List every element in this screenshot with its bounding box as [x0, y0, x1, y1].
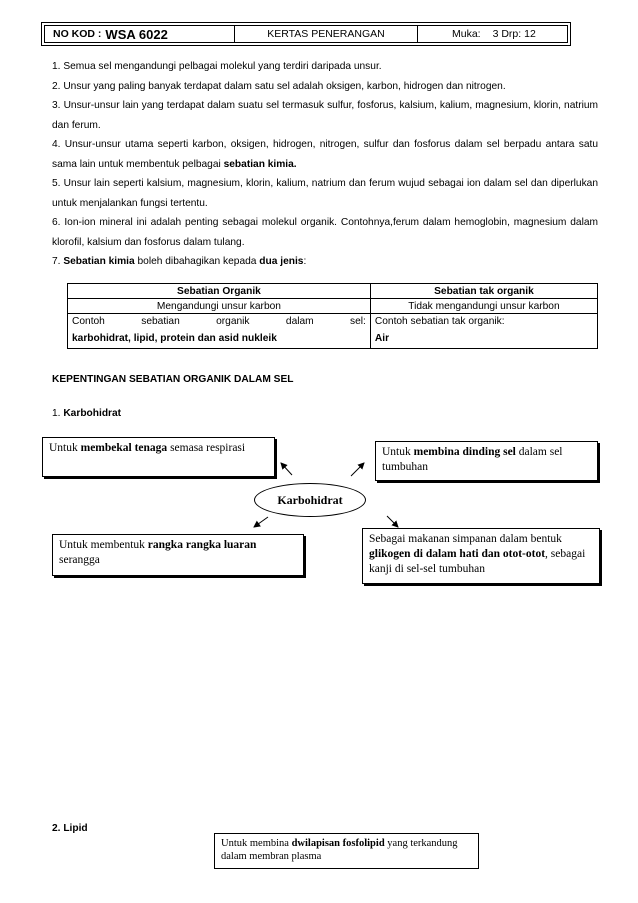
table-cell: Air [370, 328, 597, 349]
point-7-end: : [303, 256, 307, 267]
table-cell: Contoh sebatian tak organik: [370, 314, 597, 329]
page-value: 3 Drp: 12 [492, 28, 536, 40]
arrow-to-cellwall [351, 463, 364, 476]
karbohidrat-heading-num: 1. [52, 408, 64, 419]
box-text: Untuk membina [221, 838, 292, 849]
code-value: WSA 6022 [105, 26, 168, 42]
point-6: 6. Ion-ion mineral ini adalah penting sebagai molekul organik. Contohnya,ferum dalam hemoglobin, magnesium dalam klorofil, kalsium dan fosforus dalam tulang. [52, 217, 598, 248]
box-text: yang terkandung dalam membran plasma [221, 838, 458, 862]
box-text: serangga [59, 554, 100, 566]
point-1: 1. Semua sel mengandungi pelbagai molekul yang terdiri daripada unsur. [52, 61, 382, 72]
table-header-organic: Sebatian Organik [68, 284, 371, 299]
box-text: , sebagai kanji di sel-sel tumbuhan [369, 548, 586, 575]
box-text: Untuk [382, 446, 414, 458]
point-3: 3. Unsur-unsur lain yang terdapat dalam suatu sel termasuk sulfur, fosforus, kalsium, kalium, magnesium, klorin, natrium dan ferum. [52, 100, 598, 131]
karbohidrat-heading-text: Karbohidrat [63, 408, 122, 419]
box-text: dalam sel tumbuhan [382, 446, 563, 473]
table-header-inorganic: Sebatian tak organik [370, 284, 597, 299]
table-cell: karbohidrat, lipid, protein dan asid nukleik [68, 328, 371, 349]
page-label: Muka: [452, 28, 481, 40]
point-7-num: 7. [52, 256, 64, 267]
point-5: 5. Unsur lain seperti kalsium, magnesium, klorin, kalium, natrium dan ferum wujud sebagai ion dalam sel dan diperlukan untuk menjalankan fungsi tertentu. [52, 178, 598, 209]
box-text: Untuk membentuk [59, 539, 148, 551]
box-bold: dwilapisan fosfolipid [291, 838, 385, 849]
point-7-bold-a: Sebatian kimia [63, 256, 135, 267]
table-cell: Tidak mengandungi unsur karbon [370, 299, 597, 314]
box-bold: membekal tenaga [80, 442, 168, 454]
box-bold: rangka rangka luaran [147, 539, 257, 551]
table-cell: Mengandungi unsur karbon [68, 299, 371, 314]
table-cell: Contoh sebatian organik dalam sel: [68, 314, 371, 329]
lipid-heading: 2. Lipid [52, 823, 88, 834]
arrow-to-exoskeleton [254, 517, 268, 527]
arrow-to-storage [387, 516, 398, 527]
code-label: NO KOD : [53, 28, 102, 40]
point-2: 2. Unsur yang paling banyak terdapat dalam satu sel adalah oksigen, karbon, hidrogen dan nitrogen. [52, 80, 506, 92]
box-text: Sebagai makanan simpanan dalam bentuk [369, 533, 562, 545]
lipid-bilayer-box [214, 833, 479, 869]
point-4-text: 4. Unsur-unsur utama seperti karbon, oksigen, hidrogen, nitrogen, sulfur dan fosforus dalam sel berpadu antara satu sama lain untuk membentuk pelbagai [52, 139, 598, 170]
box-text: Untuk [49, 442, 81, 454]
arrow-to-energy [281, 463, 292, 475]
section-title: KEPENTINGAN SEBATIAN ORGANIK DALAM SEL [52, 374, 294, 385]
box-text: semasa respirasi [167, 442, 246, 454]
point-7-text: boleh dibahagikan kepada [134, 256, 260, 267]
box-bold: glikogen di dalam hati dan otot-otot [369, 548, 546, 560]
box-bold: membina dinding sel [413, 446, 516, 458]
document-title: KERTAS PENERANGAN [235, 26, 418, 42]
karbohidrat-center-node: Karbohidrat [254, 483, 366, 517]
point-4-bold: sebatian kimia. [223, 158, 297, 170]
point-7-bold-b: dua jenis [259, 256, 304, 267]
